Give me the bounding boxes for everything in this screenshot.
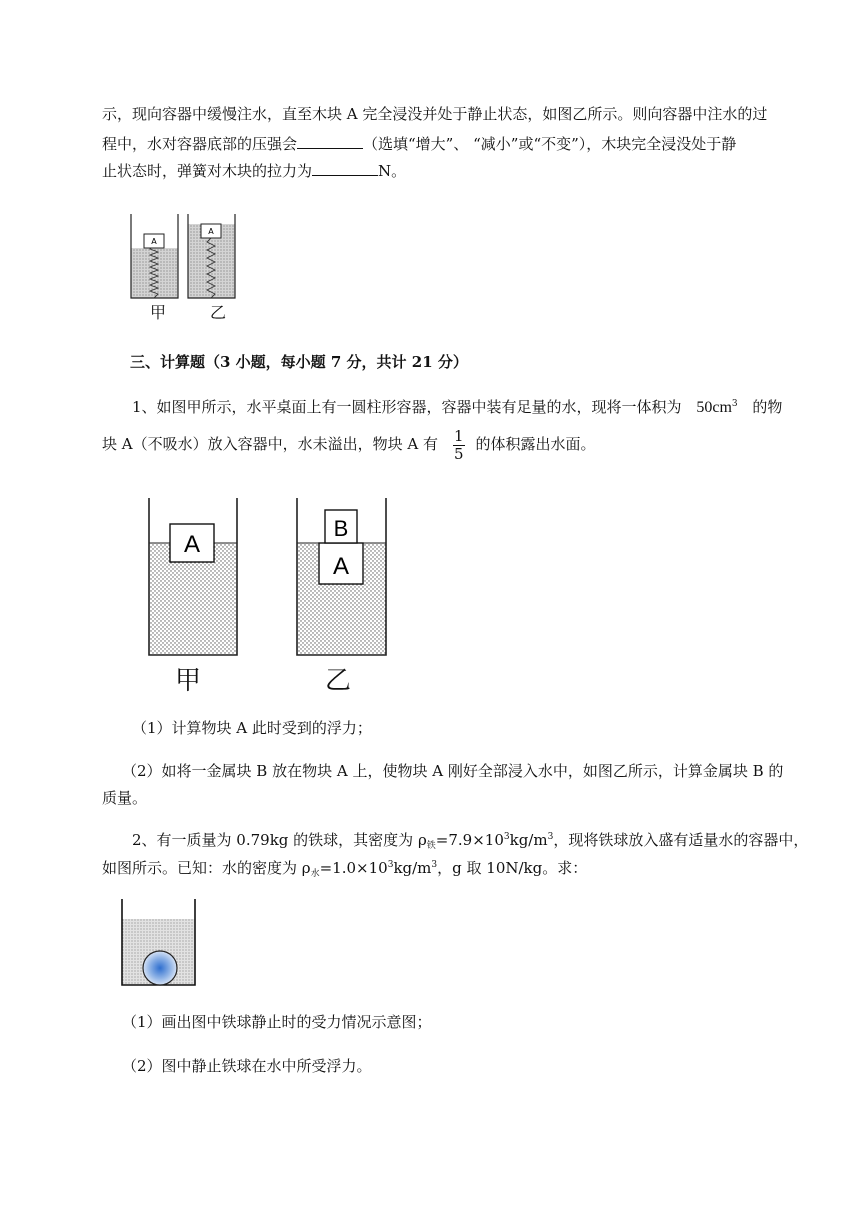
fig1-caption-yi: 乙: [210, 303, 227, 322]
intro-line-3-text-a: 止状态时，弹簧对木块的拉力为: [102, 162, 313, 180]
q1-line-1: [132, 397, 782, 420]
intro-line-2-text-a: 程中，水对容器底部的压强会: [102, 135, 298, 153]
q2-line-1-unit: kg/m: [509, 831, 548, 849]
q2-line-2-exp: 3: [387, 860, 394, 870]
q2-rho-iron-subscript: 铁: [426, 841, 436, 851]
spring-container-figure: [124, 210, 244, 300]
container-jia-2: [149, 498, 237, 655]
q2-rho-water-subscript: 水: [310, 869, 320, 879]
fig2-caption-yi: 乙: [325, 666, 352, 696]
q2-line-2: [102, 858, 587, 881]
fig2-caption-jia: 甲: [175, 666, 202, 696]
q2-line-2-text-d: ，g 取 10N/kg。求：: [437, 859, 588, 877]
q2-line-1-text-b: =7.9×10: [435, 831, 504, 849]
fig1-block-label-right: A: [208, 227, 214, 236]
q2-line-1: [132, 830, 808, 853]
q2-line-1-unit-exp: 3: [547, 832, 554, 842]
q2-sub-question-2: （2）图中静止铁球在水中所受浮力。: [122, 1057, 372, 1075]
block-a-label-jia: A: [183, 531, 201, 558]
container-jia: [131, 214, 178, 298]
q2-line-2-unit: kg/m: [393, 859, 432, 877]
intro-line-2-text-b: （选填“增大”、 “减小”或“不变”），木块完全浸没处于静: [363, 135, 737, 153]
section-title: 三、计算题（3 小题，每小题 7 分，共计 21 分）: [130, 353, 468, 371]
q1-sub-question-2-line-1: （2）如将一金属块 B 放在物块 A 上，使物块 A 刚好全部浸入水中，如图乙所示，计算金属块 B 的: [122, 762, 784, 780]
q2-line-2-unit-exp: 3: [431, 860, 438, 870]
q1-sub-question-2-line-2: 质量。: [102, 789, 148, 807]
block-a-label-yi: A: [332, 553, 350, 580]
q1-fraction: [453, 428, 465, 463]
fig1-block-label-left: A: [151, 237, 157, 246]
intro-line-3-text-b: N。: [378, 162, 407, 180]
q1-line-2-text-b: 的体积露出水面。: [475, 435, 596, 453]
intro-line-3: [102, 161, 406, 181]
q1-volume: 50cm: [696, 399, 732, 416]
answer-blank-tension[interactable]: [312, 161, 378, 176]
intro-line-1: 示，现向容器中缓慢注水，直至木块 A 完全浸没并处于静止状态，如图乙所示。则向容器中注水的过: [102, 105, 768, 123]
blocks-figure: [140, 492, 400, 662]
q1-line-1-text-b: 的物: [752, 398, 783, 416]
q2-line-1-text-d: ，现将铁球放入盛有适量水的容器中，: [553, 831, 809, 849]
q1-sub-question-1: （1）计算物块 A 此时受到的浮力；: [132, 719, 372, 737]
iron-ball: [143, 951, 177, 985]
q1-volume-exponent: 3: [731, 399, 738, 409]
answer-blank-pressure[interactable]: [297, 134, 363, 149]
q1-line-2-text-a: 块 A（不吸水）放入容器中，水未溢出，物块 A 有: [102, 435, 438, 453]
q2-sub-question-1: （1）画出图中铁球静止时的受力情况示意图；: [122, 1013, 432, 1031]
q1-line-2: [102, 424, 596, 464]
fig1-caption-jia: 甲: [150, 303, 167, 322]
q1-line-1-text-a: 1、如图甲所示，水平桌面上有一圆柱形容器，容器中装有足量的水，现将一体积为: [132, 398, 682, 416]
q2-line-2-text-a: 如图所示。已知：水的密度为 ρ: [102, 859, 311, 877]
q2-line-2-text-b: =1.0×10: [319, 859, 388, 877]
q1-fraction-numerator: 1: [453, 426, 464, 445]
q2-line-1-text-a: 2、有一质量为 0.79kg 的铁球，其密度为 ρ: [132, 831, 427, 849]
iron-ball-figure: [116, 895, 202, 991]
q2-line-1-exp: 3: [503, 832, 510, 842]
q1-fraction-denominator: 5: [453, 444, 464, 463]
intro-line-2: [102, 134, 736, 154]
block-b-label-yi: B: [333, 516, 349, 541]
